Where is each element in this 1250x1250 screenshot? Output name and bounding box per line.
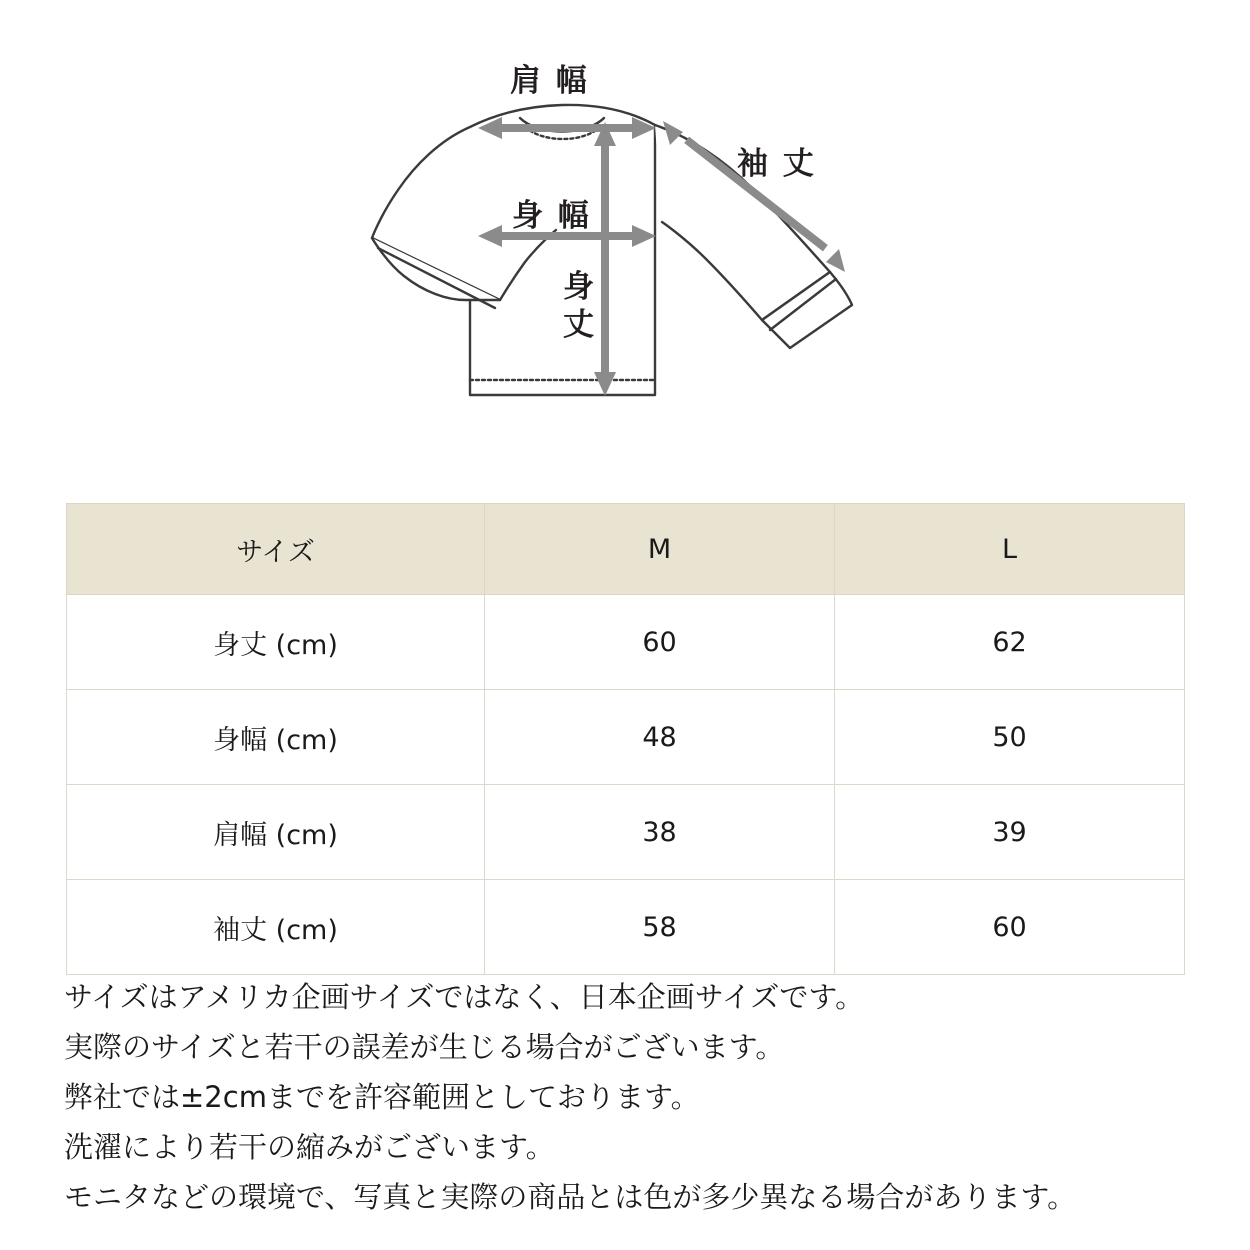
cell-body-length-m: 60 <box>485 595 835 690</box>
note-line: モニタなどの環境で、写真と実際の商品とは色が多少異なる場合があります。 <box>64 1180 1077 1215</box>
note-line: 実際のサイズと若干の誤差が生じる場合がございます。 <box>64 1030 785 1065</box>
note-line: 洗濯により若干の縮みがございます。 <box>64 1130 555 1165</box>
table-row <box>67 785 1185 880</box>
label-shoulder-width: 肩 幅 <box>510 63 589 99</box>
table-row <box>67 690 1185 785</box>
table-row <box>67 880 1185 975</box>
garment-measurement-diagram <box>0 0 1250 470</box>
cell-sleeve-length-l: 60 <box>835 880 1185 975</box>
table-header-row <box>67 504 1185 595</box>
cell-sleeve-length-m: 58 <box>485 880 835 975</box>
label-sleeve-length: 袖 丈 <box>737 146 816 182</box>
header-m: M <box>485 504 835 595</box>
sweater-illustration <box>0 0 1250 470</box>
cell-body-length-l: 62 <box>835 595 1185 690</box>
label-chest-width: 身 幅 <box>512 198 591 234</box>
cell-shoulder-width-m: 38 <box>485 785 835 880</box>
row-label-shoulder-width: 肩幅 (cm) <box>67 785 485 880</box>
label-body-length: 身 丈 <box>563 269 596 344</box>
cell-chest-width-l: 50 <box>835 690 1185 785</box>
size-table-container <box>66 503 1184 975</box>
table-row <box>67 595 1185 690</box>
note-line: 弊社では±2cmまでを許容範囲としております。 <box>64 1080 700 1115</box>
row-label-sleeve-length: 袖丈 (cm) <box>67 880 485 975</box>
notes-block <box>64 975 1224 1225</box>
size-table <box>66 503 1185 975</box>
header-size: サイズ <box>67 504 485 595</box>
header-l: L <box>835 504 1185 595</box>
note-line: サイズはアメリカ企画サイズではなく、日本企画サイズです。 <box>64 980 865 1014</box>
row-label-body-length: 身丈 (cm) <box>67 595 485 690</box>
cell-shoulder-width-l: 39 <box>835 785 1185 880</box>
cell-chest-width-m: 48 <box>485 690 835 785</box>
row-label-chest-width: 身幅 (cm) <box>67 690 485 785</box>
